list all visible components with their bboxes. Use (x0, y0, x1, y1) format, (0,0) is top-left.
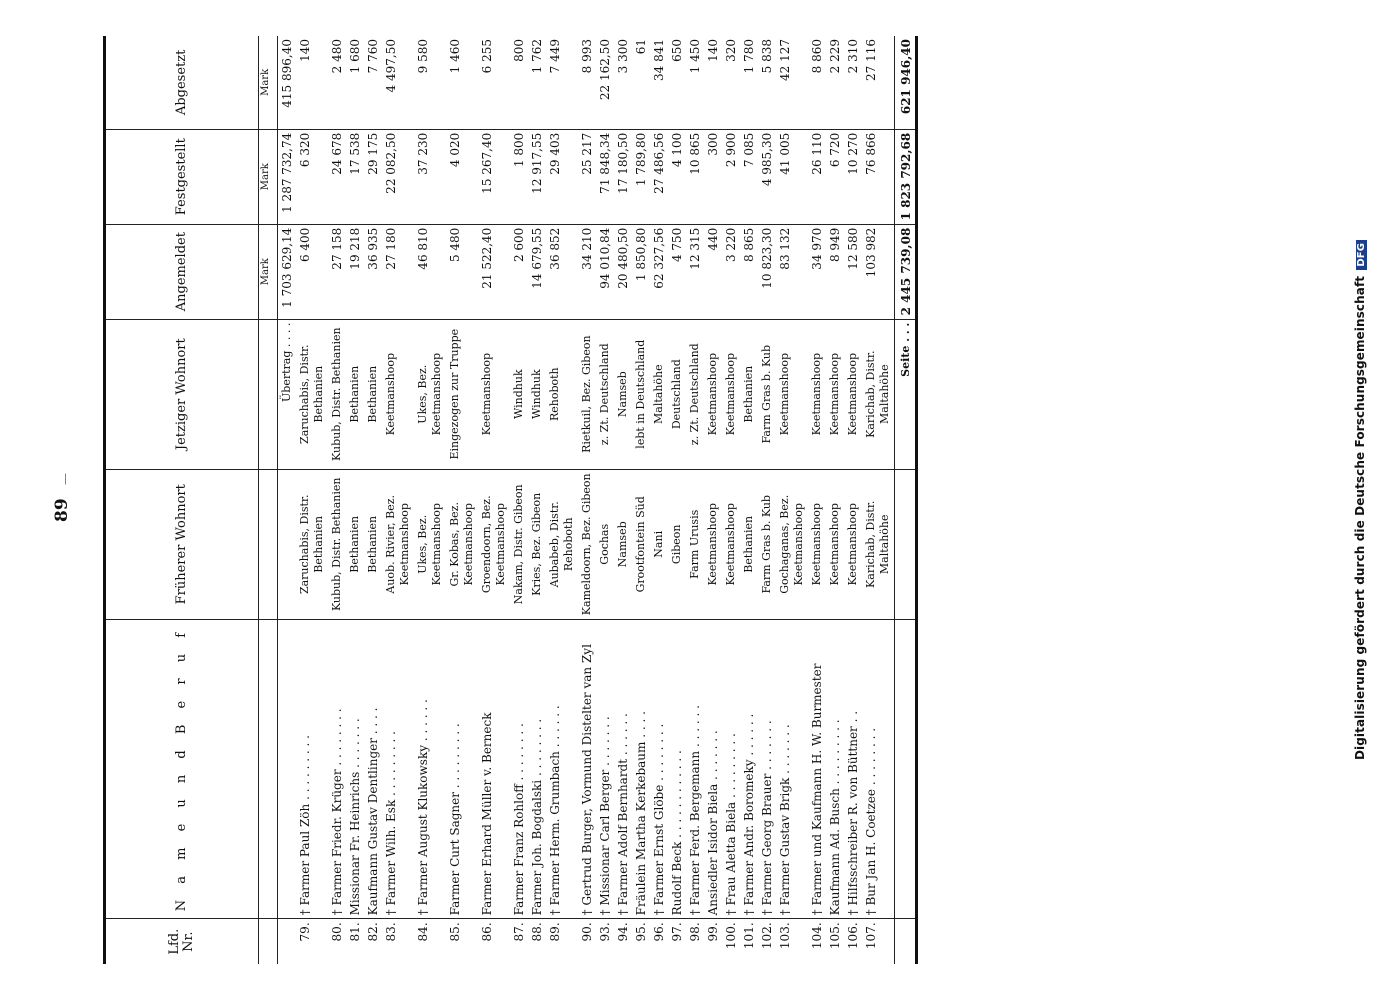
row-reported: 20 480,50 (614, 224, 632, 319)
row-assessed: 22 082,50 (382, 129, 414, 224)
row-current: Bethanien (364, 319, 382, 469)
row-paid: 3 300 (616, 39, 630, 74)
row-paid: 2 310 (846, 39, 860, 74)
row-reported: 21 522,40 (478, 224, 510, 319)
row-current: Bethanien (346, 319, 364, 469)
table-row (844, 36, 862, 964)
row-nr: 83. (382, 919, 414, 964)
header-previous: Früherer Wohnort (105, 469, 259, 619)
row-previous: Keetmanshoop (704, 469, 722, 619)
row-nr: 96. (650, 919, 668, 964)
row-name: † Farmer und Kaufmann H. W. Burmester (808, 619, 826, 919)
table-row (740, 36, 758, 964)
row-nr: 87. (510, 919, 528, 964)
row-nr: 85. (446, 919, 478, 964)
row-paid: 5 838 (760, 39, 774, 74)
row-assessed: 24 678 (328, 129, 346, 224)
claims-table (103, 36, 918, 964)
row-nr: 88. (528, 919, 546, 964)
table-row (546, 36, 578, 964)
table-row (614, 36, 632, 964)
table-row (650, 36, 668, 964)
row-reported: 46 810 (414, 224, 446, 319)
row-paid: 4 497,50 (384, 39, 398, 93)
row-previous: Gochaganas, Bez. Keetmanshoop (776, 469, 808, 619)
row-previous: Namseb (614, 469, 632, 619)
row-assessed: 27 486,56 (650, 129, 668, 224)
row-current: z. Zt. Deutschland (596, 319, 614, 469)
row-paid: 27 116 (864, 39, 878, 81)
row-assessed: 17 538 (346, 129, 364, 224)
row-paid: 800 (512, 39, 526, 62)
row-assessed: 25 217 (578, 129, 596, 224)
row-reported: 36 852 (546, 224, 578, 319)
row-nr: 97. (668, 919, 686, 964)
row-assessed: 300 (704, 129, 722, 224)
row-nr: 98. (686, 919, 704, 964)
unit-assessed: Mark (259, 129, 278, 224)
table-row (704, 36, 722, 964)
row-paid: 1 680 (348, 39, 362, 74)
row-paid: 34 841 (652, 39, 666, 81)
row-current: Kubub, Distr. Bethanien (328, 319, 346, 469)
total-assessed: 1 823 792,68 (895, 129, 917, 224)
row-assessed: 10 270 (844, 129, 862, 224)
row-reported: 14 679,55 (528, 224, 546, 319)
row-assessed: 15 267,40 (478, 129, 510, 224)
row-name: † Farmer Andr. Boromeky . . . . . . (740, 619, 758, 919)
row-previous: Karichab, Distr. Maltahöhe (862, 469, 895, 619)
row-assessed: 29 175 (364, 129, 382, 224)
table-row (414, 36, 446, 964)
row-assessed: 4 985,30 (758, 129, 776, 224)
row-current: Karichab, Distr. Maltahöhe (862, 319, 895, 469)
row-reported: 1 850,80 (632, 224, 650, 319)
carry-over-label: Übertrag . . . . (278, 319, 297, 469)
row-previous: Groendoorn, Bez. Keetmanshoop (478, 469, 510, 619)
carry-over-reported: 1 703 629,14 (278, 224, 297, 319)
row-current: Zaruchabis, Distr. Bethanien (296, 319, 328, 469)
row-name: † Gertrud Burger, Vormund Distelter van Zyl (578, 619, 596, 919)
table-row (346, 36, 364, 964)
row-previous: Kameldoorn, Bez. Gibeon (578, 469, 596, 619)
row-nr: 86. (478, 919, 510, 964)
header-nr: Lfd. Nr. (105, 919, 259, 964)
row-previous: Grootfontein Süd (632, 469, 650, 619)
row-paid: 320 (724, 39, 738, 62)
table-row (328, 36, 346, 964)
row-paid: 2 480 (330, 39, 344, 74)
row-nr: 101. (740, 919, 758, 964)
row-name: † Farmer Paul Zöh . . . . . . . . . (296, 619, 328, 919)
row-previous: Kries, Bez. Gibeon (528, 469, 546, 619)
row-paid: 2 229 (828, 39, 842, 74)
row-current: z. Zt. Deutschland (686, 319, 704, 469)
row-current: Keetmanshoop (826, 319, 844, 469)
table-row (528, 36, 546, 964)
row-name: † Farmer Ernst Glöbe . . . . . . . . (650, 619, 668, 919)
row-name: Missionar Fr. Heinrichs . . . . . . . (346, 619, 364, 919)
carry-over-paid: 415 896,40 (280, 39, 294, 108)
page-number: 89 (52, 498, 72, 522)
row-previous: Ukes, Bez. Keetmanshoop (414, 469, 446, 619)
row-reported: 3 220 (722, 224, 740, 319)
row-current: Deutschland (668, 319, 686, 469)
row-reported: 4 750 (668, 224, 686, 319)
table-row (596, 36, 614, 964)
header-reported: Angemeldet (105, 224, 259, 319)
table-row (578, 36, 596, 964)
row-name: † Farmer Wilh. Esk . . . . . . . . . (382, 619, 414, 919)
table-row (446, 36, 478, 964)
row-paid: 8 993 (580, 39, 594, 74)
row-reported: 12 315 (686, 224, 704, 319)
digitization-text: Digitalisierung gefördert durch die Deutsche Forschungsgemeinschaft (1353, 275, 1367, 761)
row-reported: 6 400 (296, 224, 328, 319)
row-nr: 81. (346, 919, 364, 964)
table-row (510, 36, 528, 964)
table-row (826, 36, 844, 964)
row-nr: 104. (808, 919, 826, 964)
row-nr: 105. (826, 919, 844, 964)
row-name: Farmer Joh. Bogdalski . . . . . . . . (528, 619, 546, 919)
row-nr: 90. (578, 919, 596, 964)
row-previous: Auob. Rivier, Bez. Keetmanshoop (382, 469, 414, 619)
row-reported: 34 970 (808, 224, 826, 319)
row-assessed: 12 917,55 (528, 129, 546, 224)
row-reported: 27 158 (328, 224, 346, 319)
row-reported: 36 935 (364, 224, 382, 319)
row-previous: Farm Gras b. Kub (758, 469, 776, 619)
row-name: † Hilfsschreiber R. von Büttner . . (844, 619, 862, 919)
row-name: Fräulein Martha Kerkebaum . . . . (632, 619, 650, 919)
table-row (776, 36, 808, 964)
row-name: Farmer Curt Sagner . . . . . . . . . (446, 619, 478, 919)
row-current: Keetmanshoop (722, 319, 740, 469)
total-paid: 621 946,40 (895, 36, 917, 129)
row-current: Farm Gras b. Kub (758, 319, 776, 469)
row-paid: 42 127 (778, 39, 792, 81)
row-name: † Missionar Carl Berger . . . . . . . (596, 619, 614, 919)
row-paid: 1 450 (688, 39, 702, 74)
row-previous: Nakam, Distr. Gibeon (510, 469, 528, 619)
row-name: † Farmer Gustav Brigk . . . . . . . (776, 619, 808, 919)
table-body (278, 36, 895, 964)
row-current: Keetmanshoop (844, 319, 862, 469)
row-nr: 99. (704, 919, 722, 964)
row-previous: Keetmanshoop (844, 469, 862, 619)
row-assessed: 37 230 (414, 129, 446, 224)
row-paid: 22 162,50 (598, 39, 612, 101)
row-current: Rehoboth (546, 319, 578, 469)
row-current: Bethanien (740, 319, 758, 469)
row-nr: 79. (296, 919, 328, 964)
row-reported: 5 480 (446, 224, 478, 319)
table-row (668, 36, 686, 964)
row-reported: 8 865 (740, 224, 758, 319)
row-reported: 27 180 (382, 224, 414, 319)
row-name: † Farmer Georg Brauer . . . . . . . (758, 619, 776, 919)
row-name: Farmer Erhard Müller v. Berneck (478, 619, 510, 919)
row-current: Keetmanshoop (704, 319, 722, 469)
row-assessed: 26 110 (808, 129, 826, 224)
row-paid: 1 762 (530, 39, 544, 74)
row-previous: Farm Urusis (686, 469, 704, 619)
table-row (382, 36, 414, 964)
row-name: Ansiedler Isidor Biela . . . . . . . (704, 619, 722, 919)
row-previous: Keetmanshoop (826, 469, 844, 619)
row-previous: Zaruchabis, Distr. Bethanien (296, 469, 328, 619)
row-name: Rudolf Beck . . . . . . . . . . . . (668, 619, 686, 919)
row-nr: 103. (776, 919, 808, 964)
total-label: Seite . . . (895, 319, 917, 469)
row-paid: 650 (670, 39, 684, 62)
row-current: Keetmanshoop (478, 319, 510, 469)
row-paid: 1 460 (448, 39, 462, 74)
row-nr: 93. (596, 919, 614, 964)
row-reported: 62 327,56 (650, 224, 668, 319)
row-current: Windhuk (510, 319, 528, 469)
row-paid: 7 449 (548, 39, 562, 74)
row-nr: 94. (614, 919, 632, 964)
row-name: † Farmer Adolf Bernhardt . . . . . . (614, 619, 632, 919)
table-row (758, 36, 776, 964)
row-name: Kaufmann Gustav Dentlinger . . . . (364, 619, 382, 919)
row-assessed: 76 866 (862, 129, 895, 224)
row-reported: 12 580 (844, 224, 862, 319)
row-assessed: 4 100 (668, 129, 686, 224)
row-reported: 8 949 (826, 224, 844, 319)
total-reported: 2 445 739,08 (895, 224, 917, 319)
row-nr: 80. (328, 919, 346, 964)
row-assessed: 4 020 (446, 129, 478, 224)
row-current: Windhuk (528, 319, 546, 469)
row-name: † Farmer Herm. Grumbach . . . . . . (546, 619, 578, 919)
table-row (722, 36, 740, 964)
row-previous: Gochas (596, 469, 614, 619)
table-row (686, 36, 704, 964)
table-row (808, 36, 826, 964)
row-nr: 84. (414, 919, 446, 964)
row-name: † Farmer Ferd. Bergemann . . . . . . (686, 619, 704, 919)
row-previous: Bethanien (346, 469, 364, 619)
row-paid: 140 (706, 39, 720, 62)
row-previous: Keetmanshoop (808, 469, 826, 619)
row-reported: 2 600 (510, 224, 528, 319)
row-nr: 82. (364, 919, 382, 964)
row-current: Namseb (614, 319, 632, 469)
row-name: † Frau Aletta Biela . . . . . . . . . (722, 619, 740, 919)
table-row (364, 36, 382, 964)
row-previous: Nani (650, 469, 668, 619)
row-nr: 106. (844, 919, 862, 964)
total-row (895, 36, 917, 964)
row-assessed: 6 320 (296, 129, 328, 224)
row-name: † Farmer Friedr. Krüger . . . . . . . . (328, 619, 346, 919)
row-current: Rietkuil, Bez. Gibeon (578, 319, 596, 469)
row-assessed: 6 720 (826, 129, 844, 224)
row-current: lebt in Deutschland (632, 319, 650, 469)
row-assessed: 29 403 (546, 129, 578, 224)
row-assessed: 10 865 (686, 129, 704, 224)
unit-reported: Mark (259, 224, 278, 319)
row-nr: 95. (632, 919, 650, 964)
row-assessed: 17 180,50 (614, 129, 632, 224)
row-previous: Bethanien (740, 469, 758, 619)
row-previous: Gibeon (668, 469, 686, 619)
row-previous: Aubabeb, Distr. Rehoboth (546, 469, 578, 619)
row-name: † Bur Jan H. Coetzee . . . . . . . . (862, 619, 895, 919)
table-row (632, 36, 650, 964)
row-assessed: 71 848,34 (596, 129, 614, 224)
row-nr: 102. (758, 919, 776, 964)
unit-paid: Mark (259, 36, 278, 129)
row-current: Maltahöhe (650, 319, 668, 469)
row-reported: 440 (704, 224, 722, 319)
page-mark: — (58, 473, 72, 485)
row-current: Eingezogen zur Truppe (446, 319, 478, 469)
header-assessed: Festgestellt (105, 129, 259, 224)
digitization-note (1353, 12, 1367, 988)
header-current: Jetziger Wohnort (105, 319, 259, 469)
row-assessed: 41 005 (776, 129, 808, 224)
row-reported: 34 210 (578, 224, 596, 319)
row-paid: 9 580 (416, 39, 430, 74)
table-row (296, 36, 328, 964)
row-reported: 83 132 (776, 224, 808, 319)
row-previous: Kubub, Distr. Bethanien (328, 469, 346, 619)
row-previous: Bethanien (364, 469, 382, 619)
row-previous: Gr. Kobas, Bez. Keetmanshoop (446, 469, 478, 619)
row-paid: 140 (298, 39, 312, 62)
table-row (862, 36, 895, 964)
row-assessed: 7 085 (740, 129, 758, 224)
row-nr: 107. (862, 919, 895, 964)
row-current: Keetmanshoop (382, 319, 414, 469)
row-assessed: 2 900 (722, 129, 740, 224)
row-name: † Farmer August Klukowsky . . . . . . (414, 619, 446, 919)
row-paid: 61 (634, 39, 648, 55)
row-current: Keetmanshoop (776, 319, 808, 469)
row-current: Ukes, Bez. Keetmanshoop (414, 319, 446, 469)
row-reported: 103 982 (862, 224, 895, 319)
row-name: Farmer Franz Rohloff . . . . . . . . (510, 619, 528, 919)
table-row (478, 36, 510, 964)
carry-over-assessed: 1 287 732,74 (278, 129, 297, 224)
carry-over-row (278, 36, 297, 964)
row-paid: 8 860 (810, 39, 824, 74)
row-paid: 6 255 (480, 39, 494, 74)
row-assessed: 1 800 (510, 129, 528, 224)
row-reported: 94 010,84 (596, 224, 614, 319)
row-nr: 100. (722, 919, 740, 964)
header-name: N a m e u n d B e r u f (105, 619, 259, 919)
header-paid: Abgesetzt (105, 36, 259, 129)
row-paid: 7 760 (366, 39, 380, 74)
dfg-logo: DFG (1356, 240, 1367, 270)
row-reported: 19 218 (346, 224, 364, 319)
row-assessed: 1 789,80 (632, 129, 650, 224)
row-nr: 89. (546, 919, 578, 964)
row-previous: Keetmanshoop (722, 469, 740, 619)
row-reported: 10 823,30 (758, 224, 776, 319)
row-name: Kaufmann Ad. Busch . . . . . . . . . (826, 619, 844, 919)
row-paid: 1 780 (742, 39, 756, 74)
row-current: Keetmanshoop (808, 319, 826, 469)
